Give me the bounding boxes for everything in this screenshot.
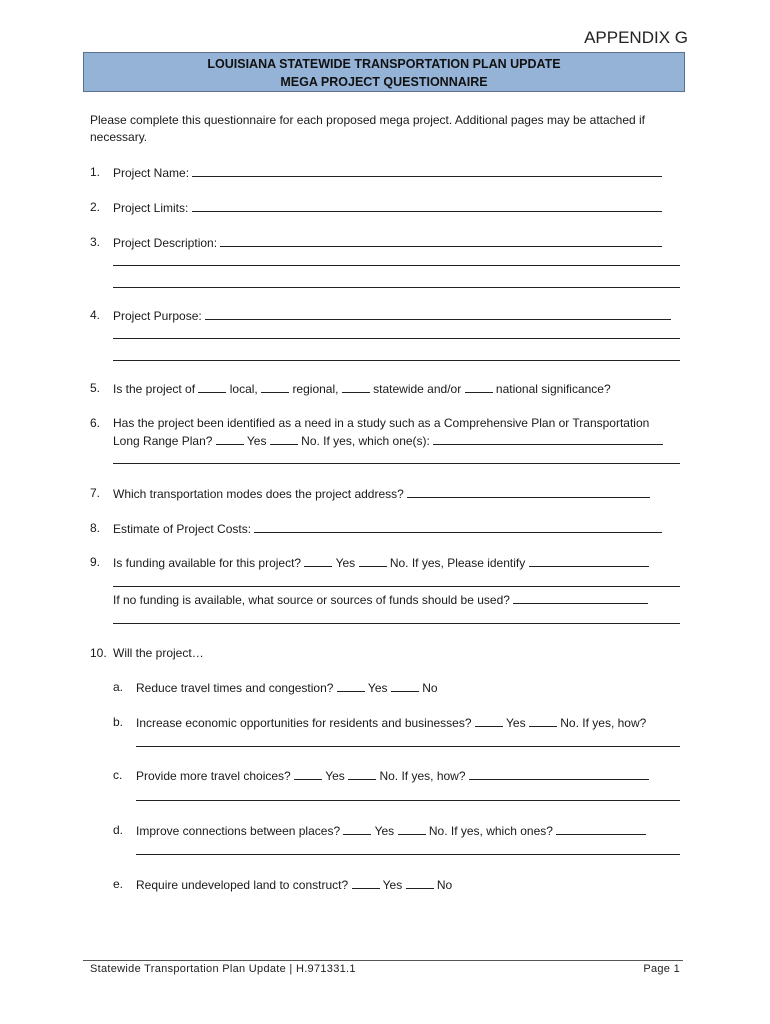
regional-blank[interactable]	[261, 380, 289, 393]
study-yes-blank[interactable]	[216, 432, 244, 445]
q10c-text: Provide more travel choices?	[136, 769, 291, 783]
footer-divider	[83, 960, 683, 961]
q10a-no: No	[422, 681, 438, 695]
q6-number: 6.	[90, 416, 101, 430]
q10d-answer-line[interactable]	[136, 854, 680, 855]
q10a-question	[136, 679, 438, 697]
q10d-which-field[interactable]	[556, 822, 646, 835]
funding-source-line-2[interactable]	[113, 586, 680, 587]
project-description-line-3[interactable]	[113, 287, 680, 288]
q4-label: Project Purpose:	[113, 309, 202, 323]
project-name-field[interactable]	[192, 164, 662, 177]
q5-question	[113, 380, 611, 398]
q10-number: 10.	[90, 646, 107, 660]
study-no-blank[interactable]	[270, 432, 298, 445]
project-description-field[interactable]	[220, 234, 662, 247]
q10-label: Will the project…	[113, 646, 204, 660]
q1-label: Project Name:	[113, 166, 190, 180]
q10d-yes-blank[interactable]	[343, 822, 371, 835]
q10d-no: No. If yes, which ones?	[428, 824, 553, 838]
q10a-letter: a.	[113, 680, 124, 694]
q10e-yes-blank[interactable]	[352, 876, 380, 889]
q10d-question	[136, 822, 646, 840]
q9-number: 9.	[90, 555, 101, 569]
q3-question	[113, 234, 662, 252]
q10d-yes: Yes	[374, 824, 395, 838]
q2-question	[113, 199, 662, 217]
title-line-2: MEGA PROJECT QUESTIONNAIRE	[280, 75, 488, 89]
transportation-modes-field[interactable]	[407, 485, 650, 498]
q9-text-no: No. If yes, Please identify	[389, 556, 526, 570]
q8-label: Estimate of Project Costs:	[113, 522, 252, 536]
q10e-letter: e.	[113, 877, 124, 891]
q10c-how-field[interactable]	[469, 767, 649, 780]
q10d-text: Improve connections between places?	[136, 824, 341, 838]
q1-question	[113, 164, 662, 182]
title-banner	[83, 52, 685, 92]
intro-text: Please complete this questionnaire for each proposed mega project. Additional pages may be attached if necessary.	[90, 113, 646, 144]
q10d-no-blank[interactable]	[398, 822, 426, 835]
study-name-line-2[interactable]	[113, 463, 680, 464]
footer-document-id: Statewide Transportation Plan Update | H.971331.1	[90, 963, 356, 975]
q5-text-1: Is the project of	[113, 382, 196, 396]
alternative-funds-line-2[interactable]	[113, 623, 680, 624]
q10a-no-blank[interactable]	[391, 679, 419, 692]
q10e-no: No	[436, 878, 453, 892]
q10b-text: Increase economic opportunities for residents and businesses?	[136, 716, 472, 730]
q10c-yes-blank[interactable]	[294, 767, 322, 780]
q10e-no-blank[interactable]	[406, 876, 434, 889]
q10b-no: No. If yes, how?	[560, 716, 647, 730]
q1-number: 1.	[90, 165, 101, 179]
footer-page-number: Page 1	[643, 963, 680, 975]
q6-text-no: No. If yes, which one(s):	[301, 434, 430, 448]
alternative-funds-field[interactable]	[513, 591, 648, 604]
q10b-answer-line[interactable]	[136, 746, 680, 747]
q10a-text: Reduce travel times and congestion?	[136, 681, 334, 695]
q8-question	[113, 520, 662, 538]
q10a-yes-blank[interactable]	[337, 679, 365, 692]
local-blank[interactable]	[198, 380, 226, 393]
project-purpose-line-3[interactable]	[113, 360, 680, 361]
q2-label: Project Limits:	[113, 201, 189, 215]
q6-question-line-1: Has the project been identified as a need in a study such as a Comprehensive Plan or Transportation	[113, 416, 650, 430]
q10c-letter: c.	[113, 768, 123, 782]
q7-question	[113, 485, 650, 503]
q10c-yes: Yes	[325, 769, 345, 783]
q10b-no-blank[interactable]	[529, 714, 557, 727]
q3-number: 3.	[90, 235, 101, 249]
q10e-yes: Yes	[382, 878, 403, 892]
q5-text-statewide: statewide and/or	[373, 382, 462, 396]
q9-sub-text: If no funding is available, what source or sources of funds should be used?	[113, 593, 510, 607]
funding-source-field[interactable]	[529, 554, 649, 567]
q9-question	[113, 554, 649, 572]
q10e-text: Require undeveloped land to construct?	[136, 878, 349, 892]
national-blank[interactable]	[465, 380, 493, 393]
q10b-yes: Yes	[506, 716, 526, 730]
statewide-blank[interactable]	[342, 380, 370, 393]
q6-text-1: Long Range Plan?	[113, 434, 213, 448]
q10c-question	[136, 767, 649, 785]
q4-question	[113, 307, 671, 325]
q7-label: Which transportation modes does the project address?	[113, 487, 404, 501]
q9-sub-question	[113, 591, 648, 609]
q10c-answer-line[interactable]	[136, 800, 680, 801]
q4-number: 4.	[90, 308, 101, 322]
q6-text-yes: Yes	[246, 434, 267, 448]
q5-text-regional: regional,	[292, 382, 339, 396]
q10c-no-blank[interactable]	[348, 767, 376, 780]
q9-text-yes: Yes	[335, 556, 356, 570]
q6-question-line-2	[113, 432, 663, 450]
q10c-no: No. If yes, how?	[379, 769, 466, 783]
q8-number: 8.	[90, 521, 101, 535]
q9-text-1: Is funding available for this project?	[113, 556, 302, 570]
funding-yes-blank[interactable]	[304, 554, 332, 567]
project-purpose-line-2[interactable]	[113, 338, 680, 339]
q10b-letter: b.	[113, 715, 124, 729]
q5-text-local: local,	[229, 382, 258, 396]
study-name-field[interactable]	[433, 432, 663, 445]
q10b-yes-blank[interactable]	[475, 714, 503, 727]
title-line-1: LOUISIANA STATEWIDE TRANSPORTATION PLAN UPDATE	[207, 57, 561, 71]
q3-label: Project Description:	[113, 236, 218, 250]
q7-number: 7.	[90, 486, 101, 500]
project-costs-field[interactable]	[254, 520, 662, 533]
q10d-letter: d.	[113, 823, 124, 837]
funding-no-blank[interactable]	[359, 554, 387, 567]
q5-text-national: national significance?	[495, 382, 611, 396]
q10e-question	[136, 876, 452, 894]
appendix-label: APPENDIX G	[584, 28, 688, 47]
q10b-question	[136, 714, 646, 732]
project-description-line-2[interactable]	[113, 265, 680, 266]
project-limits-field[interactable]	[192, 199, 662, 212]
q2-number: 2.	[90, 200, 101, 214]
q10a-yes: Yes	[367, 681, 388, 695]
project-purpose-field[interactable]	[205, 307, 671, 320]
q5-number: 5.	[90, 381, 101, 395]
